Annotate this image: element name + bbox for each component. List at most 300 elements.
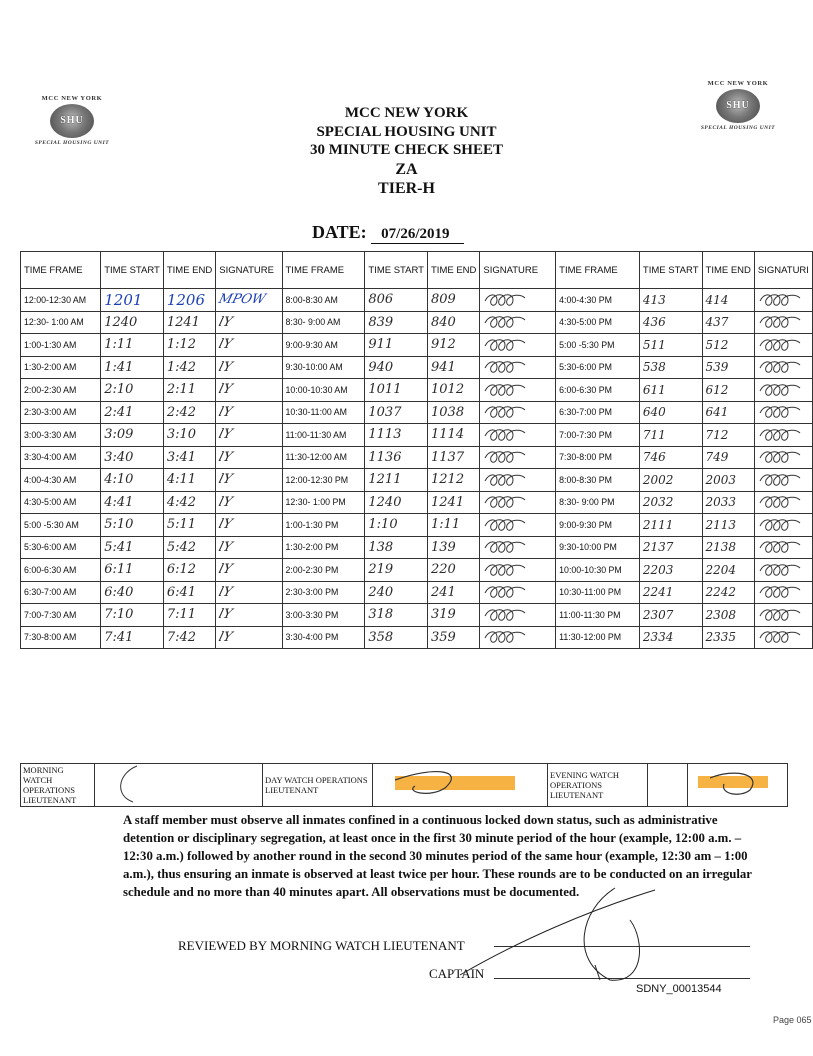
time-start-cell-text: 1:11 bbox=[104, 337, 134, 353]
time-end-cell-text: 1:42 bbox=[166, 359, 197, 375]
time-end-cell-text: 1:12 bbox=[166, 337, 197, 353]
signature-cell bbox=[216, 379, 282, 402]
time-frame-cell bbox=[21, 514, 101, 537]
time-start-cell-text: 711 bbox=[642, 427, 666, 442]
time-end-cell-text: 220 bbox=[431, 562, 456, 578]
day-watch-signature bbox=[373, 764, 548, 807]
table-row bbox=[21, 491, 813, 514]
time-start-cell bbox=[101, 334, 164, 357]
time-start-cell-text: 1240 bbox=[104, 314, 138, 330]
time-frame-cell-text: 3:00-3:30 AM bbox=[24, 429, 77, 440]
time-start-cell-text: 746 bbox=[642, 450, 666, 465]
time-start-cell bbox=[639, 626, 702, 649]
signature-cell bbox=[480, 559, 556, 582]
time-start-cell-text: 1211 bbox=[368, 472, 402, 488]
observation-policy-notice: A staff member must observe all inmates confined in a continuous locked down status, such as administrative detention or disciplinary segregation, at least once in the first 30 minute period of the hour (example, 12:00 a.m. – 12:30 a.m.) followed by another round in the second 30 minutes period of the same hour (example, 12:30 am – 1:00 a.m.), thus ensuring an inmate is observed at least twice per hour. These rounds are to be conducted on an irregular schedule and no more than 40 minutes apart. All observations must be documented. bbox=[123, 813, 752, 899]
table-header-row bbox=[21, 252, 813, 289]
time-frame-cell-text: 11:30-12:00 PM bbox=[559, 632, 622, 643]
time-frame-cell bbox=[556, 559, 640, 582]
time-end-cell bbox=[702, 581, 754, 604]
signature-cell-text: lY bbox=[217, 539, 234, 555]
time-start-cell-text: 6:11 bbox=[104, 562, 134, 578]
time-start-cell bbox=[365, 626, 428, 649]
signature-mark bbox=[375, 764, 545, 804]
signature-cell bbox=[216, 626, 282, 649]
time-frame-cell bbox=[556, 424, 640, 447]
signature-cell-text: lY bbox=[217, 607, 234, 623]
time-frame-cell bbox=[21, 626, 101, 649]
signature-cell bbox=[754, 379, 812, 402]
logo-top-text: MCC NEW YORK bbox=[41, 95, 103, 102]
time-frame-cell bbox=[556, 514, 640, 537]
time-end-cell bbox=[163, 289, 215, 312]
time-end-cell-text: 1038 bbox=[431, 404, 465, 420]
time-end-cell-text: 2003 bbox=[705, 472, 737, 487]
time-end-cell-text: 1212 bbox=[431, 472, 465, 488]
time-frame-cell-text: 5:00 -5:30 AM bbox=[24, 519, 79, 530]
table-row bbox=[21, 289, 813, 312]
time-start-cell bbox=[365, 334, 428, 357]
time-end-cell-text: 712 bbox=[705, 427, 729, 442]
time-start-cell bbox=[101, 626, 164, 649]
time-start-cell bbox=[639, 424, 702, 447]
signature-cell-text: lY bbox=[217, 337, 234, 353]
signature-cell bbox=[480, 491, 556, 514]
signature-cell bbox=[754, 401, 812, 424]
time-frame-cell-text: 9:00-9:30 PM bbox=[559, 519, 612, 530]
signature-mark bbox=[97, 764, 257, 804]
time-frame-cell bbox=[556, 446, 640, 469]
table-row bbox=[21, 424, 813, 447]
heading-sheet-title: 30 MINUTE CHECK SHEET bbox=[310, 142, 503, 158]
time-end-cell bbox=[702, 469, 754, 492]
time-frame-cell-text: 1:30-2:00 PM bbox=[285, 542, 339, 553]
time-start-cell-text: 4:10 bbox=[104, 472, 134, 488]
table-row bbox=[21, 536, 813, 559]
time-start-cell-text: 1:41 bbox=[104, 359, 134, 375]
time-end-cell bbox=[163, 446, 215, 469]
time-start-cell bbox=[365, 581, 428, 604]
time-frame-cell-text: 11:00-11:30 AM bbox=[285, 429, 347, 440]
time-start-cell bbox=[639, 289, 702, 312]
time-frame-cell-text: 6:00-6:30 AM bbox=[24, 564, 77, 575]
table-row bbox=[21, 559, 813, 582]
signature-cell-text: lY bbox=[217, 404, 234, 420]
time-frame-cell-text: 9:30-10:00 AM bbox=[285, 362, 343, 373]
time-end-cell-text: 1:11 bbox=[431, 517, 461, 533]
time-start-cell bbox=[639, 379, 702, 402]
time-frame-cell bbox=[21, 356, 101, 379]
time-end-cell-text: 2242 bbox=[705, 585, 737, 600]
time-frame-cell-text: 8:30- 9:00 AM bbox=[285, 317, 341, 328]
time-end-cell bbox=[702, 334, 754, 357]
time-end-cell-text: 3:10 bbox=[166, 427, 197, 443]
time-start-cell bbox=[101, 401, 164, 424]
table-row bbox=[21, 379, 813, 402]
time-end-cell-text: 1241 bbox=[431, 494, 465, 510]
document-id: SDNY_00013544 bbox=[636, 983, 722, 995]
time-frame-cell-text: 3:00-3:30 PM bbox=[285, 609, 339, 620]
time-start-cell bbox=[365, 536, 428, 559]
time-start-cell-text: 318 bbox=[368, 607, 394, 623]
time-start-cell bbox=[365, 559, 428, 582]
time-frame-cell bbox=[556, 604, 640, 627]
time-end-cell bbox=[702, 311, 754, 334]
time-end-cell bbox=[428, 626, 480, 649]
time-frame-cell bbox=[556, 334, 640, 357]
time-frame-cell-text: 9:30-10:00 PM bbox=[559, 542, 617, 553]
time-frame-cell-text: 12:00-12:30 PM bbox=[285, 474, 349, 485]
time-end-cell bbox=[702, 491, 754, 514]
time-end-cell bbox=[428, 446, 480, 469]
time-end-cell-text: 5:11 bbox=[166, 517, 197, 533]
table-row bbox=[21, 356, 813, 379]
signature-cell bbox=[754, 604, 812, 627]
time-end-cell bbox=[702, 626, 754, 649]
time-frame-cell-text: 7:30-8:00 AM bbox=[24, 632, 77, 643]
time-start-cell-text: 6:40 bbox=[104, 584, 134, 600]
time-end-cell bbox=[163, 491, 215, 514]
time-end-cell bbox=[163, 334, 215, 357]
time-start-cell bbox=[365, 311, 428, 334]
signature-cell bbox=[216, 424, 282, 447]
time-frame-cell-text: 12:00-12:30 AM bbox=[24, 294, 87, 305]
time-end-cell bbox=[702, 536, 754, 559]
time-frame-cell-text: 2:30-3:00 AM bbox=[24, 407, 77, 418]
time-frame-cell-text: 7:00-7:30 PM bbox=[559, 429, 612, 440]
time-end-cell-text: 912 bbox=[431, 337, 456, 353]
time-end-cell bbox=[428, 559, 480, 582]
sheet-heading bbox=[0, 104, 813, 199]
time-start-cell bbox=[639, 536, 702, 559]
time-frame-cell bbox=[282, 581, 365, 604]
logo-top-text: MCC NEW YORK bbox=[707, 80, 769, 87]
time-start-cell bbox=[101, 604, 164, 627]
time-end-cell bbox=[428, 469, 480, 492]
time-frame-cell bbox=[282, 469, 365, 492]
table-row bbox=[21, 604, 813, 627]
time-frame-cell-text: 8:00-8:30 PM bbox=[559, 474, 612, 485]
time-end-cell bbox=[428, 514, 480, 537]
signature-cell bbox=[480, 446, 556, 469]
time-end-cell-text: 6:12 bbox=[166, 562, 197, 578]
time-start-cell-text: 2002 bbox=[642, 472, 674, 487]
time-end-cell-text: 319 bbox=[431, 607, 456, 623]
signature-cell bbox=[480, 604, 556, 627]
signature-cell bbox=[216, 604, 282, 627]
time-frame-cell bbox=[282, 514, 365, 537]
time-frame-cell bbox=[21, 604, 101, 627]
time-start-cell-text: 839 bbox=[368, 314, 394, 330]
logo-bottom-text: SPECIAL HOUSING UNIT bbox=[34, 140, 110, 146]
time-frame-cell bbox=[556, 626, 640, 649]
time-end-cell-text: 809 bbox=[431, 292, 456, 308]
time-start-cell-text: 7:41 bbox=[104, 629, 134, 645]
time-end-cell bbox=[163, 626, 215, 649]
captain-signature-mark bbox=[440, 880, 700, 990]
time-end-cell-text: 359 bbox=[431, 629, 456, 645]
time-start-cell-text: 413 bbox=[642, 292, 666, 307]
captain-label: CAPTAIN bbox=[429, 966, 485, 981]
time-start-cell bbox=[101, 311, 164, 334]
time-end-cell-text: 840 bbox=[431, 314, 456, 330]
time-end-cell bbox=[428, 604, 480, 627]
time-frame-cell-text: 6:00-6:30 PM bbox=[559, 384, 612, 395]
time-end-cell-text: 4:11 bbox=[166, 472, 197, 488]
time-start-cell bbox=[365, 604, 428, 627]
signature-cell bbox=[754, 424, 812, 447]
time-frame-cell-text: 10:30-11:00 PM bbox=[559, 587, 622, 598]
time-frame-cell bbox=[282, 604, 365, 627]
time-frame-cell-text: 6:30-7:00 PM bbox=[559, 407, 612, 418]
time-start-cell-text: 1:10 bbox=[368, 517, 398, 533]
heading-tier: TIER-H bbox=[378, 180, 435, 197]
morning-watch-signature bbox=[95, 764, 263, 807]
time-frame-cell-text: 4:00-4:30 AM bbox=[24, 474, 77, 485]
time-start-cell-text: 611 bbox=[642, 382, 666, 397]
time-frame-cell-text: 2:00-2:30 AM bbox=[24, 384, 77, 395]
time-start-cell bbox=[639, 446, 702, 469]
signature-cell bbox=[216, 536, 282, 559]
signature-cell bbox=[480, 424, 556, 447]
time-frame-cell-text: 4:30-5:00 PM bbox=[559, 317, 612, 328]
time-end-cell bbox=[428, 311, 480, 334]
signature-cell bbox=[480, 514, 556, 537]
time-frame-cell-text: 3:30-4:00 PM bbox=[285, 632, 339, 643]
time-frame-cell bbox=[21, 559, 101, 582]
col-header-time-start: TIME START bbox=[639, 252, 702, 289]
time-start-cell bbox=[365, 379, 428, 402]
signature-cell bbox=[754, 491, 812, 514]
time-end-cell-text: 7:11 bbox=[166, 607, 197, 623]
time-start-cell bbox=[639, 401, 702, 424]
time-start-cell bbox=[101, 424, 164, 447]
time-end-cell bbox=[163, 604, 215, 627]
time-end-cell bbox=[702, 446, 754, 469]
time-start-cell bbox=[101, 491, 164, 514]
time-start-cell-text: 219 bbox=[368, 562, 394, 578]
time-end-cell bbox=[702, 379, 754, 402]
time-start-cell-text: 138 bbox=[368, 539, 394, 555]
time-frame-cell-text: 1:00-1:30 PM bbox=[285, 519, 339, 530]
time-start-cell-text: 5:41 bbox=[104, 539, 134, 555]
signature-cell bbox=[480, 401, 556, 424]
signature-cell bbox=[754, 311, 812, 334]
signature-cell bbox=[754, 514, 812, 537]
time-start-cell-text: 2137 bbox=[642, 540, 674, 555]
time-start-cell bbox=[365, 446, 428, 469]
time-start-cell bbox=[101, 379, 164, 402]
time-frame-cell bbox=[282, 289, 365, 312]
heading-unit: SPECIAL HOUSING UNIT bbox=[316, 123, 497, 140]
time-frame-cell-text: 2:00-2:30 PM bbox=[285, 564, 339, 575]
signature-cell bbox=[216, 581, 282, 604]
time-frame-cell bbox=[21, 379, 101, 402]
time-frame-cell bbox=[282, 379, 365, 402]
evening-watch-blank bbox=[648, 764, 688, 807]
time-end-cell bbox=[428, 536, 480, 559]
time-end-cell-text: 437 bbox=[705, 315, 729, 330]
signature-cell bbox=[754, 559, 812, 582]
table-row bbox=[21, 334, 813, 357]
time-frame-cell-text: 10:30-11:00 AM bbox=[285, 407, 347, 418]
time-start-cell-text: 511 bbox=[642, 337, 666, 352]
time-start-cell-text: 358 bbox=[368, 629, 394, 645]
logo-bottom-text: SPECIAL HOUSING UNIT bbox=[700, 125, 776, 131]
time-start-cell bbox=[639, 559, 702, 582]
signature-cell bbox=[480, 536, 556, 559]
time-end-cell bbox=[163, 469, 215, 492]
time-frame-cell-text: 3:30-4:00 AM bbox=[24, 452, 77, 463]
table-row bbox=[21, 581, 813, 604]
time-start-cell-text: 7:10 bbox=[104, 607, 134, 623]
time-frame-cell bbox=[21, 581, 101, 604]
time-frame-cell-text: 11:30-12:00 AM bbox=[285, 452, 347, 463]
time-start-cell-text: 640 bbox=[642, 405, 666, 420]
time-frame-cell-text: 5:30-6:00 PM bbox=[559, 362, 612, 373]
time-end-cell-text: 1114 bbox=[431, 427, 465, 443]
signature-cell-text: lY bbox=[217, 359, 234, 375]
time-end-cell bbox=[428, 581, 480, 604]
time-start-cell bbox=[639, 311, 702, 334]
time-start-cell bbox=[101, 559, 164, 582]
time-start-cell-text: 2203 bbox=[642, 562, 674, 577]
time-end-cell-text: 6:41 bbox=[166, 584, 197, 600]
time-start-cell bbox=[101, 536, 164, 559]
time-start-cell bbox=[101, 581, 164, 604]
time-frame-cell-text: 7:00-7:30 AM bbox=[24, 609, 77, 620]
signature-cell bbox=[754, 289, 812, 312]
time-frame-cell-text: 6:30-7:00 AM bbox=[24, 587, 77, 598]
signature-cell bbox=[480, 311, 556, 334]
signature-cell-text: lY bbox=[217, 427, 234, 443]
time-frame-cell-text: 12:30- 1:00 PM bbox=[285, 497, 346, 508]
table-row bbox=[21, 311, 813, 334]
signature-cell bbox=[216, 401, 282, 424]
time-frame-cell-text: 5:30-6:00 AM bbox=[24, 542, 77, 553]
signature-cell-text: lY bbox=[217, 449, 234, 465]
table-row bbox=[21, 469, 813, 492]
col-header-signature: SIGNATURI bbox=[754, 252, 812, 289]
time-frame-cell bbox=[282, 536, 365, 559]
date-field bbox=[312, 222, 464, 243]
time-end-cell-text: 512 bbox=[705, 337, 729, 352]
time-start-cell bbox=[639, 604, 702, 627]
time-frame-cell bbox=[21, 311, 101, 334]
time-end-cell-text: 414 bbox=[705, 292, 729, 307]
time-end-cell-text: 5:42 bbox=[166, 539, 197, 555]
col-header-signature: SIGNATURE bbox=[480, 252, 556, 289]
time-frame-cell-text: 1:00-1:30 AM bbox=[24, 339, 77, 350]
signature-cell bbox=[216, 289, 282, 312]
time-end-cell bbox=[163, 514, 215, 537]
signature-cell bbox=[480, 379, 556, 402]
time-end-cell bbox=[163, 536, 215, 559]
time-end-cell-text: 2138 bbox=[705, 540, 737, 555]
time-frame-cell-text: 8:30- 9:00 PM bbox=[559, 497, 615, 508]
morning-watch-label: MORNING WATCH OPERATIONS LIEUTENANT bbox=[21, 764, 95, 807]
table-body bbox=[21, 289, 813, 649]
time-frame-cell-text: 4:30-5:00 AM bbox=[24, 497, 77, 508]
time-frame-cell bbox=[282, 424, 365, 447]
time-end-cell-text: 7:42 bbox=[166, 629, 197, 645]
heading-unit-code: ZA bbox=[395, 160, 418, 178]
time-frame-cell bbox=[556, 469, 640, 492]
time-end-cell bbox=[163, 401, 215, 424]
time-start-cell-text: 538 bbox=[642, 360, 666, 375]
table-row bbox=[21, 626, 813, 649]
time-start-cell-text: 2241 bbox=[642, 585, 674, 600]
time-start-cell bbox=[101, 469, 164, 492]
seal-text: SHU bbox=[726, 100, 750, 111]
signature-cell bbox=[754, 446, 812, 469]
check-sheet-table bbox=[20, 251, 813, 649]
time-start-cell-text: 2111 bbox=[642, 517, 674, 532]
time-start-cell-text: 2032 bbox=[642, 495, 674, 510]
col-header-time-end: TIME END bbox=[702, 252, 754, 289]
time-start-cell bbox=[365, 356, 428, 379]
time-start-cell bbox=[101, 356, 164, 379]
time-end-cell-text: 2204 bbox=[705, 562, 737, 577]
signature-cell bbox=[754, 469, 812, 492]
time-frame-cell-text: 2:30-3:00 PM bbox=[285, 587, 339, 598]
signature-cell bbox=[216, 559, 282, 582]
time-start-cell bbox=[639, 514, 702, 537]
signature-cell-text: lY bbox=[217, 382, 234, 398]
time-end-cell-text: 539 bbox=[705, 360, 729, 375]
time-frame-cell bbox=[282, 559, 365, 582]
time-frame-cell bbox=[556, 289, 640, 312]
time-end-cell-text: 2:42 bbox=[166, 404, 197, 420]
time-start-cell bbox=[639, 469, 702, 492]
time-start-cell-text: 3:09 bbox=[104, 427, 134, 443]
signature-cell-text: lY bbox=[217, 472, 234, 488]
signature-cell bbox=[480, 356, 556, 379]
signature-cell bbox=[216, 356, 282, 379]
time-start-cell-text: 1240 bbox=[368, 494, 402, 510]
time-start-cell bbox=[365, 424, 428, 447]
time-frame-cell bbox=[556, 581, 640, 604]
signature-mark bbox=[690, 764, 785, 804]
time-frame-cell bbox=[556, 401, 640, 424]
time-start-cell bbox=[639, 581, 702, 604]
time-start-cell-text: 1136 bbox=[368, 449, 402, 465]
watch-signature-table bbox=[20, 763, 788, 807]
time-frame-cell-text: 7:30-8:00 PM bbox=[559, 452, 612, 463]
time-end-cell bbox=[702, 424, 754, 447]
signature-cell bbox=[216, 491, 282, 514]
watch-row bbox=[21, 764, 788, 807]
page-number: Page 065 bbox=[773, 1015, 812, 1025]
time-start-cell-text: 2:10 bbox=[104, 382, 134, 398]
signature-cell bbox=[754, 581, 812, 604]
time-end-cell-text: 1137 bbox=[431, 449, 465, 465]
time-frame-cell-text: 4:00-4:30 PM bbox=[559, 294, 612, 305]
time-end-cell-text: 2113 bbox=[705, 517, 737, 532]
time-start-cell bbox=[101, 446, 164, 469]
time-start-cell bbox=[639, 356, 702, 379]
evening-watch-label: EVENING WATCH OPERATIONS LIEUTENANT bbox=[548, 764, 648, 807]
signature-cell bbox=[480, 334, 556, 357]
signature-cell-text: lY bbox=[217, 517, 234, 533]
time-start-cell-text: 240 bbox=[368, 584, 394, 600]
table-row bbox=[21, 401, 813, 424]
time-start-cell-text: 1113 bbox=[368, 427, 402, 443]
time-end-cell-text: 612 bbox=[705, 382, 729, 397]
time-end-cell-text: 139 bbox=[431, 539, 456, 555]
time-end-cell bbox=[702, 559, 754, 582]
time-end-cell-text: 749 bbox=[705, 450, 729, 465]
